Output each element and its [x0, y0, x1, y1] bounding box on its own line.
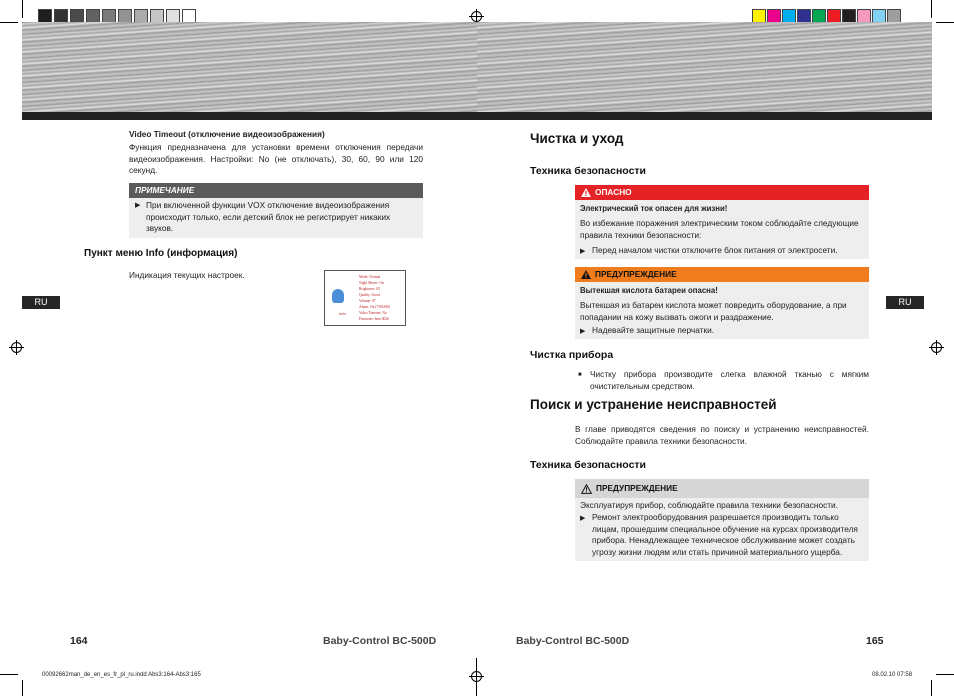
- color-swatch: [857, 9, 871, 23]
- video-timeout-title: Video Timeout (отключение видеоизображения): [129, 129, 325, 139]
- gray-swatch: [134, 9, 148, 23]
- header-band-right: [477, 22, 932, 112]
- warning-box: [575, 267, 869, 339]
- info-heading: Пункт меню Info (информация): [84, 248, 238, 259]
- registration-mark-icon: [11, 342, 22, 353]
- danger-bullet: Перед началом чистки отключите блок питания от электросети.: [592, 245, 838, 255]
- warning-bullet: Надевайте защитные перчатки.: [592, 325, 715, 335]
- screen-setting-line: Brightness: 05: [359, 287, 380, 291]
- crop-mark: [936, 22, 954, 23]
- gray-swatch: [54, 9, 68, 23]
- warning-title: Вытекшая кислота батареи опасна!: [580, 286, 718, 295]
- gray-swatch: [118, 9, 132, 23]
- screen-setting-line: Mode: Normal: [359, 275, 381, 279]
- screen-setting-line: Night Maver: On: [359, 281, 384, 285]
- danger-text: Во избежание поражения электрическим током соблюдайте следующие правила техники безопасности:: [580, 218, 859, 240]
- info-text: Индикация текущих настроек.: [129, 270, 245, 280]
- danger-box: [575, 185, 869, 259]
- warning-triangle-outline-icon: [581, 484, 592, 494]
- gray-swatch: [86, 9, 100, 23]
- color-swatch: [872, 9, 886, 23]
- note-text: При включенной функции VOX отключение видеоизображения происходит только, если детский блок не регистрирует никаких звуков.: [146, 200, 391, 233]
- page-number-right: 165: [866, 635, 884, 647]
- info-screen-image: [324, 270, 406, 326]
- troubleshoot-heading: Поиск и устранение неисправностей: [530, 397, 777, 412]
- video-timeout-text: Функция предназначена для установки времени отключения передачи видеоизображения. Настройки: No (не отключать), 30, 60, 90 или 120 секунд.: [129, 142, 423, 175]
- screen-side-label: Info: [339, 311, 346, 316]
- crop-mark: [0, 22, 18, 23]
- bullet-arrow-icon: ▶: [580, 515, 586, 522]
- gray-swatch: [182, 9, 196, 23]
- color-swatch: [827, 9, 841, 23]
- note-body: [129, 198, 423, 238]
- note-header: ПРИМЕЧАНИЕ: [129, 183, 423, 198]
- screen-setting-line: Video Timeout: No: [359, 311, 387, 315]
- warning-triangle-icon: [581, 188, 591, 197]
- crop-mark: [22, 680, 23, 696]
- crop-mark: [931, 680, 932, 696]
- color-swatch: [887, 9, 901, 23]
- color-swatch: [797, 9, 811, 23]
- warning-label: ПРЕДУПРЕЖДЕНИЕ: [595, 269, 677, 279]
- screen-setting-line: Quality: Good: [359, 293, 380, 297]
- gray-swatch: [70, 9, 84, 23]
- baby-figure-icon: [332, 289, 344, 303]
- print-slug-file: 00092662man_de_en_es_fr_pl_ru.indd Abs3:164-Abs3:165: [42, 672, 201, 678]
- screen-setting-line: Alarm: On (7:00AM): [359, 305, 390, 309]
- warning2-bullet: Ремонт электрооборудования разрешается производить только лицам, прошедшим специальное обучение на курсах производителя прибора. Ненадлежащее техническое обслуживание может создать угрозу жизни людям или стать причиной материального ущерба.: [592, 512, 858, 557]
- gray-swatch: [166, 9, 180, 23]
- danger-header: [575, 185, 869, 200]
- cleaning-text: Чистку прибора производите слегка влажной тканью с мягким очистительным средством.: [590, 369, 869, 391]
- registration-mark-icon: [471, 671, 482, 682]
- bullet-square-icon: ■: [578, 372, 582, 378]
- warning2-text: Эксплуатируя прибор, соблюдайте правила техники безопасности.: [580, 500, 838, 510]
- crop-mark: [936, 674, 954, 675]
- warning-header: [575, 267, 869, 282]
- bullet-arrow-icon: ▶: [135, 202, 141, 209]
- danger-label: ОПАСНО: [595, 187, 632, 197]
- troubleshoot-text: В главе приводятся сведения по поиску и устранению неисправностей. Соблюдайте правила техники безопасности.: [575, 424, 869, 446]
- product-name-right: Baby-Control BC-500D: [516, 635, 630, 647]
- color-swatch: [767, 9, 781, 23]
- danger-body: [575, 200, 869, 259]
- warning-text: Вытекшая из батареи кислота может повредить оборудование, а при попадании на кожу вызвать ожоги и раздражение.: [580, 300, 847, 322]
- color-swatch: [842, 9, 856, 23]
- danger-title: Электрический ток опасен для жизни!: [580, 204, 728, 213]
- product-name-left: Baby-Control BC-500D: [323, 635, 437, 647]
- header-band-left: [22, 22, 477, 112]
- registration-mark-icon: [471, 11, 482, 22]
- header-rule: [22, 112, 932, 120]
- language-tab-right: RU: [886, 296, 924, 309]
- bullet-arrow-icon: ▶: [580, 248, 586, 255]
- print-slug-date: 08.02.10 07:58: [872, 672, 913, 678]
- screen-setting-line: Volume: 07: [359, 299, 376, 303]
- bullet-arrow-icon: ▶: [580, 328, 586, 335]
- crop-mark: [931, 0, 932, 18]
- gray-swatch: [150, 9, 164, 23]
- safety-heading: Техника безопасности: [530, 165, 647, 177]
- cleaning-care-heading: Чистка и уход: [530, 131, 624, 146]
- registration-mark-icon: [931, 342, 942, 353]
- cleaning-heading: Чистка прибора: [530, 349, 614, 361]
- gray-swatch: [38, 9, 52, 23]
- page-number-left: 164: [70, 635, 88, 647]
- safety-heading-2: Техника безопасности: [530, 459, 647, 471]
- gray-swatch: [102, 9, 116, 23]
- crop-mark: [0, 674, 18, 675]
- warning-triangle-icon: [581, 270, 591, 279]
- warning-box-2: [575, 479, 869, 561]
- color-swatch: [812, 9, 826, 23]
- crop-mark: [22, 0, 23, 18]
- warning2-header: [575, 479, 869, 498]
- warning2-body: [575, 498, 869, 561]
- language-tab-left: RU: [22, 296, 60, 309]
- screen-setting-line: Firmware: beta 0026: [359, 317, 389, 321]
- warning2-label: ПРЕДУПРЕЖДЕНИЕ: [596, 483, 678, 493]
- screen-settings-list: [359, 274, 405, 322]
- warning-body: [575, 282, 869, 339]
- color-swatch: [782, 9, 796, 23]
- color-swatch: [752, 9, 766, 23]
